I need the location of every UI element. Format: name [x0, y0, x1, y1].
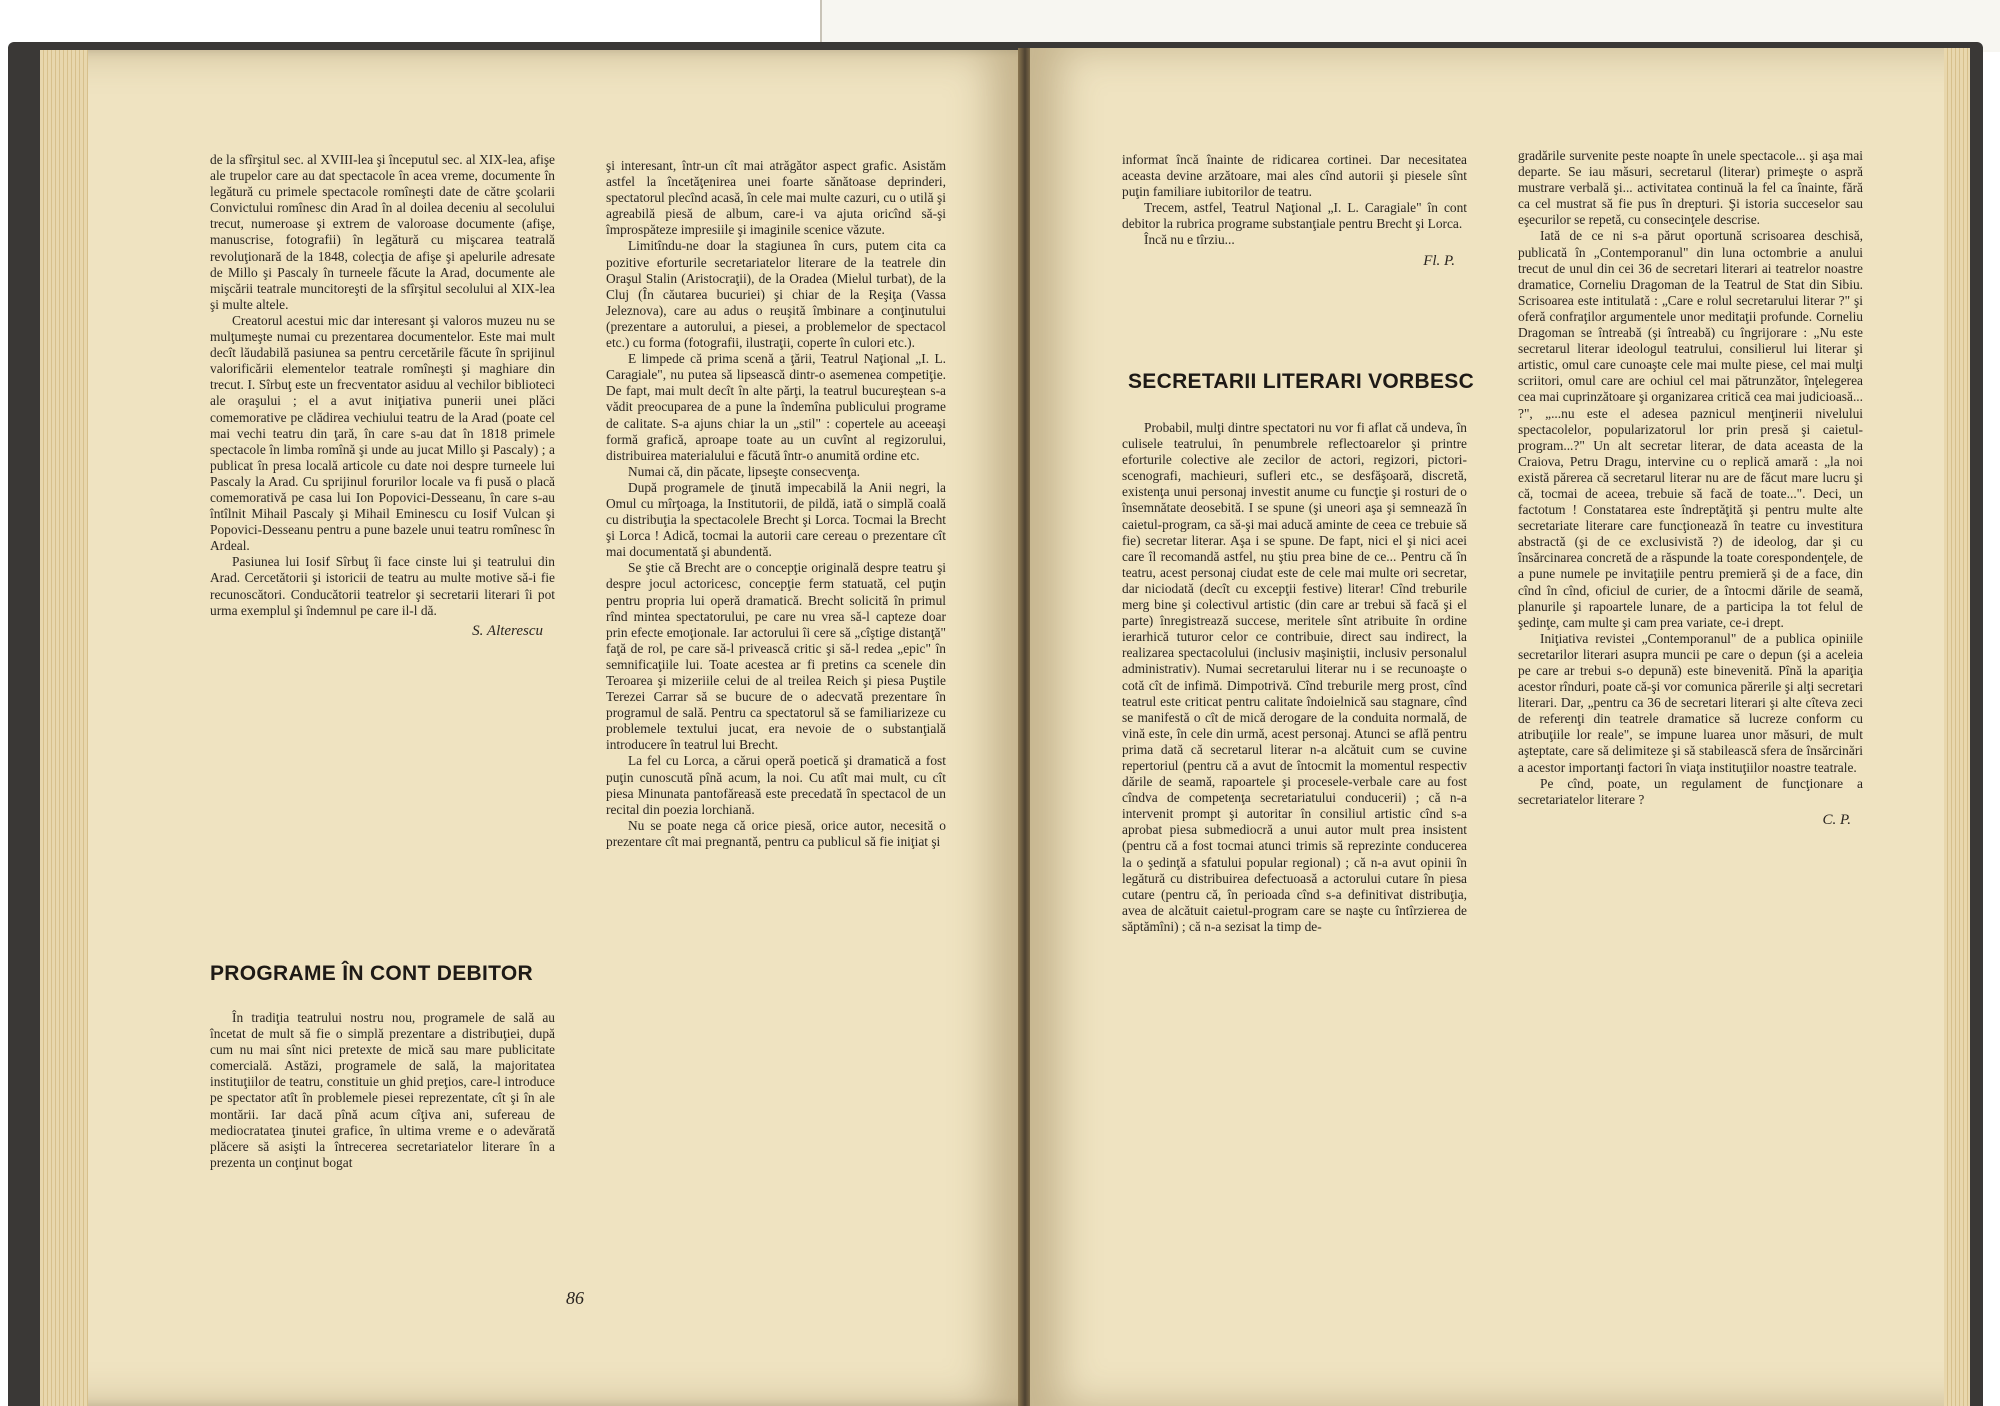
left-page-edges — [40, 50, 88, 1406]
paragraph: E limpede că prima scenă a ţării, Teatrul Naţional „I. L. Caragiale", nu putea să lipsească dintr-o asemenea competiţie. De fapt, mai mult decît în alte părţi, la teatrul bucureştean s-a vădit preocuparea de a pune la îndemîna publicului programe de calitate. S-a ajuns chiar la un „stil" : copertele au aceeaşi formă grafică, aproape toate au un cuvînt al regizorului, distribuirea materialului e făcută într-o anumită ordine etc. — [606, 351, 946, 463]
programe-article — [210, 1010, 555, 1171]
right-column-1 — [1122, 152, 1467, 269]
paragraph: de la sfîrşitul sec. al XVIII-lea şi începutul sec. al XIX-lea, afişe ale trupelor care au dat spectacole în acea vreme, documente în legătură cu primele spectacole romîneşti date de către şcolarii Convictului romînesc din Arad în al doilea deceniu al secolului trecut, numeroase şi extrem de valoroase documente (afişe, manuscrise, fotografii) în legătură cu mişcarea teatrală revoluţionară de la 1848, colecţia de afişe şi apelurile adresate de Millo şi Pascaly în turneele făcute la Arad, documente ale mişcării teatrale muncitoreşti de la sfîrşitul secolului al XIX-lea şi multe altele. — [210, 152, 555, 312]
signature-c-p: C. P. — [1822, 811, 1851, 828]
paragraph: La fel cu Lorca, a cărui operă poetică şi dramatică a fost puţin cunoscută pînă acum, la noi. Cu atît mai mult, cu cît piesa Minunata pantofăreasă este precedată în spectacol de un recital din poezia lorchiană. — [606, 753, 946, 817]
secretarii-article — [1122, 420, 1467, 935]
left-column-1 — [210, 152, 555, 639]
left-column-2 — [606, 158, 946, 850]
paragraph: După programele de ţinută impecabilă la Anii negri, la Omul cu mîrţoaga, la Institutorii, de pildă, iată o simplă coală cu distribuţia la spectacolele Brecht şi Lorca. Tocmai la Brecht şi Lorca ! Adică, tocmai la autorii care cereau o prezentare cît mai documentată şi abundentă. — [606, 479, 946, 560]
paragraph: informat încă înainte de ridicarea cortinei. Dar necesitatea aceasta devine arzătoare, mai ales cînd autorii şi piesele sînt puţin familiare iubitorilor de teatru. — [1122, 152, 1467, 200]
paragraph: Nu se poate nega că orice piesă, orice autor, necesită o prezentare cît mai pregnantă, pentru ca publicul să fie iniţiat şi — [606, 817, 946, 849]
paragraph: Se ştie că Brecht are o concepţie originală despre teatru şi despre jocul actoricesc, concepţie ferm statuată, cel puţin pentru propria lui operă dramatică. Brecht solicită în primul rînd mintea spectatorului, pe care nu vrea să-l capteze doar prin efecte emoţionale. Iar actorului îi cere să „cîştige distanţă" faţă de rol, pe care să-l privească critic şi să-l redea „epic" în semnificaţiile lui. Toate acestea ar fi pretins ca scenele din Teroarea şi mizeriile celui de al treilea Reich şi piesa Puştile Terezei Carrar să se bucure de o adecvată prezentare în programul de sală. Pentru ca spectatorul să se familiarizeze cu problemele textului jucat, era nevoie de o substanţială introducere în teatrul lui Brecht. — [606, 560, 946, 753]
right-column-2 — [1518, 148, 1863, 828]
paragraph: gradările survenite peste noapte în unele spectacole... şi aşa mai departe. Se iau măsuri, secretarul (literar) primeşte o aspră mustrare verbală şi... activitatea continuă la fel ca înainte, fără ca cel mustrat să fie pus în drepturi. Şi istoria succeselor sau eşecurilor se repetă, cu consecinţele descrise. — [1518, 148, 1863, 228]
paragraph: Încă nu e tîrziu... — [1144, 232, 1235, 248]
paragraph: Iată de ce ni s-a părut oportună scrisoarea deschisă, publicată în „Contemporanul" din luna octombrie a anului trecut de unul din cei 36 de secretari literari ai teatrelor noastre dramatice, Corneliu Dragoman de la Teatrul de Stat din Sibiu. Scrisoarea este intitulată : „Care e rolul secretarului literar ?" şi oferă confraţilor argumentele unor meditaţii profunde. Corneliu Dragoman se întreabă (şi întreabă) cu îngrijorare : „Nu este secretarul literar ideologul teatrului, consilierul lui literar şi artistic, omul care cunoaşte cele mai multe piese, cel mai mulţi scriitori, omul care are ochiul cel mai pătrunzător, înţelegerea cea mai cuprinzătoare şi organizarea critică cea mai judicioasă... ?", „...nu este el adesea paznicul menţinerii nivelului spectacolelor, popularizatorul lor prin presă şi caietul-program...?" Un alt secretar literar, de data aceasta de la Craiova, Petru Dragu, intervine cu o replică amară : „la noi există părerea că secretarul literar nu are de făcut mare lucru şi că, tocmai de aceea, trebuie să facă de toate...". Deci, un factotum ! Constatarea este îndreptăţită şi pentru multe alte secretariate literare care funcţionează în teatre cu investitura abstractă (şi de ce exclusivistă ?) de ideolog, dar şi cu însărcinarea concretă de a răspunde la toate corespondenţele, de a pune numele pe invitaţiile pentru premieră şi de a face, din cînd în cînd, oficiul de curier, de a întocmi dările de seamă, planurile şi rapoartele lunare, de a participa la tot felul de şedinţe, cam multe şi cam prea variate, ce-i drept. — [1518, 228, 1863, 630]
heading-programe: PROGRAME ÎN CONT DEBITOR — [210, 962, 533, 985]
paragraph: Limitîndu-ne doar la stagiunea în curs, putem cita ca pozitive eforturile secretariatelor literare de la teatrele din Oraşul Stalin (Aristocraţii), de la Oradea (Mielul turbat), de la Cluj (În căutarea bucuriei) şi chiar de la Reşiţa (Vassa Jeleznova), care au adus o reuşită îmbinare a conţinutului (prezentare a autorului, a piesei, a problemelor de spectacol etc.) cu forma (fotografii, ilustraţii, coperte în culori etc.). — [606, 238, 946, 351]
paragraph: Pe cînd, poate, un regulament de funcţionare a secretariatelor literare ? — [1518, 775, 1863, 807]
signature-fl-p: Fl. P. — [1423, 252, 1455, 269]
paragraph: şi interesant, într-un cît mai atrăgător aspect grafic. Asistăm astfel la încetăţenirea unei foarte sănătoase deprinderi, spectatorul plecînd acasă, în cele mai multe cazuri, cu o utilă şi agreabilă piesă de album, care-i va ajuta oricînd să-şi împrospăteze impresiile şi imaginile scenice văzute. — [606, 158, 946, 238]
paragraph: În tradiţia teatrului nostru nou, programele de sală au încetat de mult să fie o simplă prezentare a distribuţiei, după cum nu mai sînt nici pretexte de mică sau mare publicitate comercială. Astăzi, programele de sală, la majoritatea instituţiilor de teatru, constituie un ghid preţios, care-l introduce pe spectator atît în problemele piesei reprezentate, cît şi în ale montării. Iar dacă pînă acum cîţiva ani, sufereau de mediocratatea ţinutei grafice, în ultima vreme e o adevărată plăcere să asişti la întrecerea secretariatelor literare în a prezenta un conţinut bogat — [210, 1010, 555, 1170]
paragraph: Numai că, din păcate, lipseşte consecvenţa. — [628, 463, 861, 479]
paragraph: Probabil, mulţi dintre spectatori nu vor fi aflat că undeva, în culisele teatrului, în penumbrele reflectoarelor şi printre eforturile colective ale zecilor de actori, regizori, pictori-scenografi, machieuri, sufleri etc., se desfăşoară, discretă, existenţa unui personaj investit anume cu funcţie şi rosturi de o însemnătate deosebită. I se spune (şi uneori aşa şi semnează în caietul-program, ca să-şi mai aducă aminte de ceea ce trebuie să fie) secretar literar. Aşa i se spune. De fapt, nici el şi nici acei care îl recomandă astfel, nu ştiu prea bine de ce... Pentru că în teatru, acest personaj ciudat este de cele mai multe ori secretar, dar niciodată (decît cu excepţii festive) literar! Cînd treburile merg bine şi colectivul artistic (din care ar trebui să facă şi el parte) înregistrează succese, meritele sînt atribuite în ordine ierarhică tuturor celor ce contribuie, direct sau indirect, la realizarea spectacolului (inclusiv maşiniştii, inclusiv personalul administrativ). Numai secretarului literar nu i se recunoaşte o cotă cît de infimă. Dimpotrivă. Cînd treburile merg prost, cînd teatrul este criticat pentru calitate îndoielnică sau stagnare, cînd se manifestă o cît de mică derogare de la conduita normală, de vină este, în cele din urmă, acest personaj. Atunci se află pentru prima dată că secretarul literar n-a alcătuit cum se cuvine repertoriul (pentru că a avut de întocmit la momentul respectiv dările de seamă, rapoartele şi procesele-verbale care au fost cîndva de competenţa secretariatului conducerii) ; că n-a intervenit prompt şi autoritar în consiliul artistic cînd s-a aprobat piesa submediocră a unui autor mult prea insistent (pentru că a fost tocmai atunci trimis să reprezinte conducerea la o şedinţă a sfatului popular regional) ; că n-a avut opinii în legătură cu distribuirea defectuoasă a actorului cutare în piesa cutare (pentru că, în perioada cînd s-a definitivat distribuţia, avea de alcătuit caietul-program care se naşte cu întîrzierea de săptămîni) ; că n-a sezisat la timp de- — [1122, 420, 1467, 934]
signature-alterescu: S. Alterescu — [472, 622, 543, 639]
heading-secretarii: SECRETARII LITERARI VORBESC — [1128, 370, 1475, 393]
page-number: 86 — [566, 1288, 584, 1308]
paragraph: Trecem, astfel, Teatrul Naţional „I. L. Caragiale" în cont debitor la rubrica programe substanţiale pentru Brecht şi Lorca. — [1122, 200, 1467, 232]
paragraph: Iniţiativa revistei „Contemporanul" de a publica opiniile secretarilor literari asupra muncii pe care o depun (şi a aceleia pe care ar trebui s-o depună) este binevenită. Pînă la apariţia acestor rînduri, poate că-şi vor comunica părerile şi alţi secretari literari. Dar, „pentru ca 36 de secretari literari şi alte cîteva zeci de referenţi din teatrele dramatice să lucreze conform cu atribuţiile lor reale", se impune luarea unor măsuri, de mult aşteptate, care să delimiteze şi să stabilească sfera de însărcinări a acestor importanţi factori în viaţa instituţiilor noastre teatrale. — [1518, 630, 1863, 775]
paragraph: Pasiunea lui Iosif Sîrbuţ îi face cinste lui şi teatrului din Arad. Cercetătorii şi istoricii de teatru au multe motive să-i fie recunoscători. Conducătorii teatrelor şi secretarii literari îi pot urma exemplul şi îndemnul pe care il-l dă. — [210, 554, 555, 618]
paragraph: Creatorul acestui mic dar interesant şi valoros muzeu nu se mulţumeşte numai cu prezentarea documentelor. Este mai mult decît lăudabilă pasiunea sa pentru cercetările făcute în sprijinul valorificării elementelor teatrale romîneşti şi maghiare din trecut. I. Sîrbuţ este un frecventator asiduu al vechilor biblioteci ale oraşului ; el a avut iniţiativa punerii unei plăci comemorative pe clădirea vechiului teatru de la Arad (poate cel mai vechi teatru din ţară, în care s-au dat în 1818 primele spectacole în limba romînă şi unde au jucat Millo şi Pascaly) ; a publicat în presa locală articole cu date noi despre turneele lui Pascaly la Arad. Cu sprijinul forurilor locale va fi pusă o placă comemorativă pe casa lui Ion Popovici-Desseanu, în care s-au întîlnit Mihail Pascaly şi Mihail Eminescu cu Iosif Vulcan şi Popovici-Desseanu pentru a pune bazele unui teatru romînesc în Ardeal. — [210, 312, 555, 554]
right-page-edges — [1944, 48, 1970, 1406]
